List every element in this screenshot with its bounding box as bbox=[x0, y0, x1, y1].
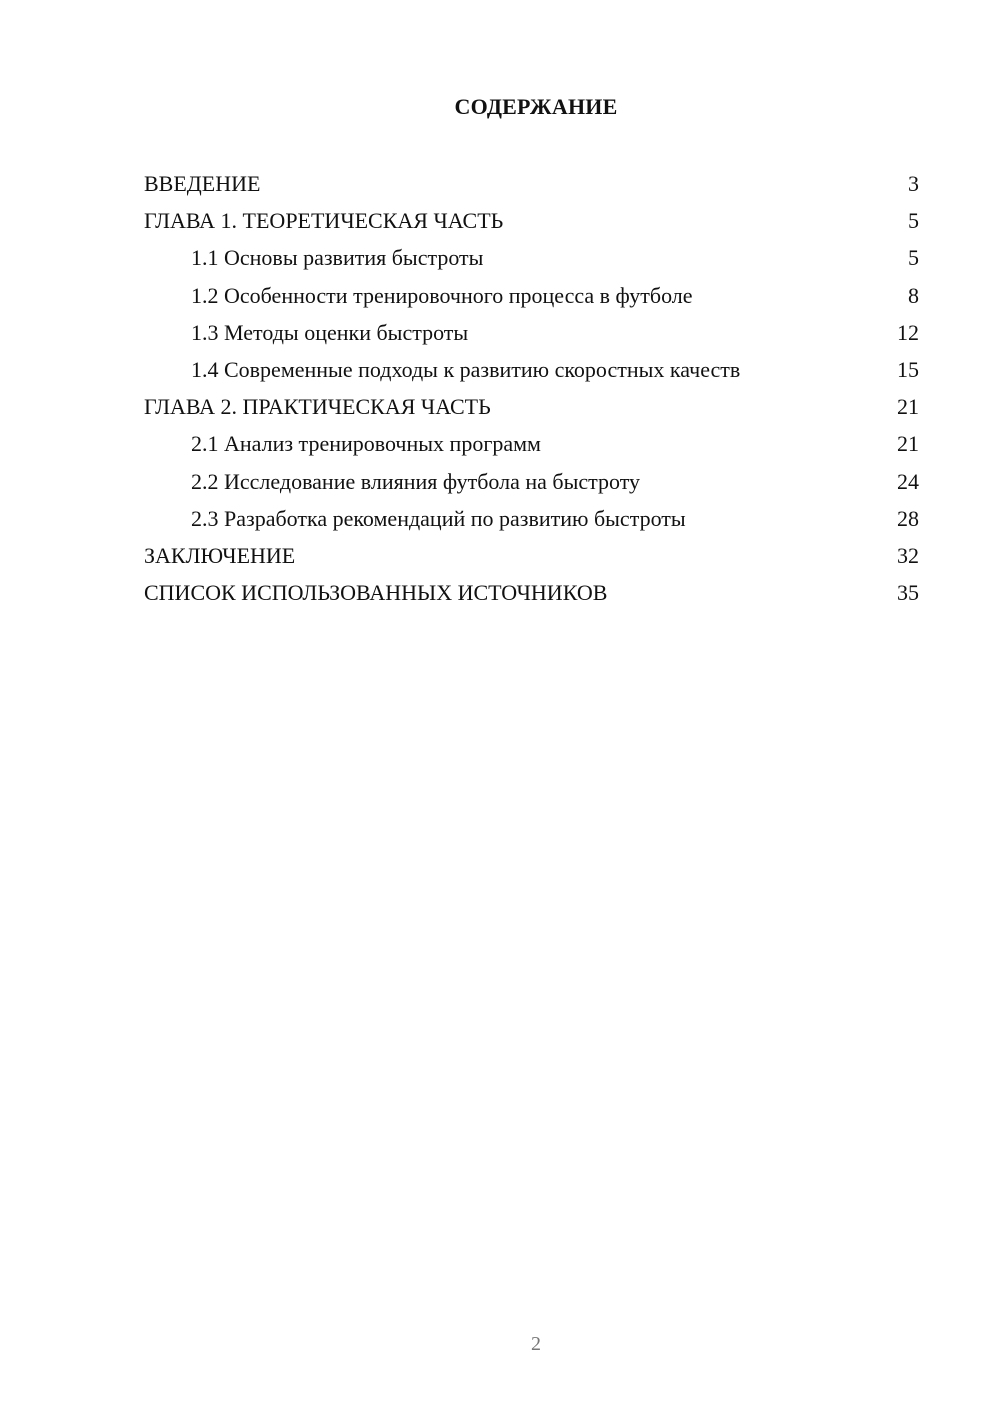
toc-entry-section-1-2 bbox=[144, 280, 919, 317]
page-number: 2 bbox=[531, 1333, 541, 1355]
toc-entry-chapter-2 bbox=[144, 391, 919, 428]
toc-entry-text: ВВЕДЕНИЕ bbox=[144, 171, 261, 196]
toc-entry-page: 24 bbox=[897, 468, 919, 494]
toc-entry-text: 2.1 Анализ тренировочных программ bbox=[191, 431, 541, 457]
toc-entry-page: 28 bbox=[897, 505, 919, 531]
toc-entry-section-1-3 bbox=[144, 317, 919, 354]
toc-entry-section-2-1 bbox=[144, 428, 919, 465]
toc-entry-page: 12 bbox=[897, 319, 919, 345]
toc-entry-text: 1.3 Методы оценки быстроты bbox=[191, 319, 469, 345]
toc-entry-references bbox=[144, 577, 919, 614]
toc-entry-page: 21 bbox=[897, 431, 919, 457]
toc-entry-page: 21 bbox=[897, 394, 919, 420]
toc-entry-text: 2.2 Исследование влияния футбола на быстроту bbox=[191, 468, 641, 494]
toc-entry-text: 1.2 Особенности тренировочного процесса в футболе bbox=[191, 282, 693, 308]
toc-entry-text: ГЛАВА 1. ТЕОРЕТИЧЕСКАЯ ЧАСТЬ bbox=[144, 208, 504, 234]
toc-entry-section-1-1 bbox=[144, 242, 919, 279]
toc-entry-text: ЗАКЛЮЧЕНИЕ bbox=[144, 542, 296, 568]
toc-entry-page: 15 bbox=[897, 356, 919, 382]
toc-entry-text: 1.4 Современные подходы к развитию скоростных качеств bbox=[191, 356, 741, 382]
toc-entry-text: СПИСОК ИСПОЛЬЗОВАННЫХ ИСТОЧНИКОВ bbox=[144, 580, 608, 606]
toc-title: СОДЕРЖАНИЕ bbox=[454, 94, 618, 119]
toc-entry-page: 5 bbox=[908, 245, 919, 271]
toc-entry-text: 2.3 Разработка рекомендаций по развитию быстроты bbox=[191, 505, 686, 531]
toc-entry-page: 35 bbox=[897, 580, 919, 606]
toc-entry-page: 8 bbox=[908, 282, 919, 308]
toc-entry-chapter-1 bbox=[144, 205, 919, 242]
toc-entry-section-2-3 bbox=[144, 503, 919, 540]
toc-entry-text: ГЛАВА 2. ПРАКТИЧЕСКАЯ ЧАСТЬ bbox=[144, 394, 491, 420]
toc-entry-page: 3 bbox=[908, 171, 919, 196]
toc-entry-section-1-4 bbox=[144, 354, 919, 391]
toc-entry-introduction bbox=[144, 168, 919, 205]
toc-entry-page: 5 bbox=[908, 208, 919, 234]
table-of-contents bbox=[144, 168, 919, 614]
toc-entry-page: 32 bbox=[897, 542, 919, 568]
toc-entry-section-2-2 bbox=[144, 466, 919, 503]
toc-entry-conclusion bbox=[144, 540, 919, 577]
toc-entry-text: 1.1 Основы развития быстроты bbox=[191, 245, 484, 271]
